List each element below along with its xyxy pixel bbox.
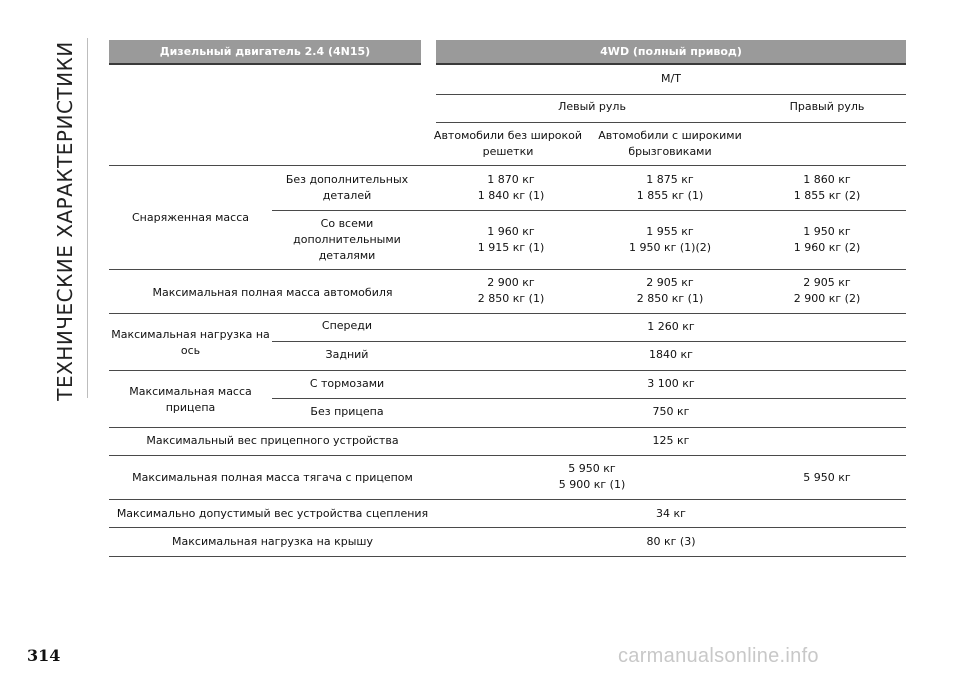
table-cell: 1 875 кг 1 855 кг (1) — [636, 173, 704, 202]
roof-load-label: Максимальная нагрузка на крышу — [172, 535, 373, 548]
curb-mass-label: Снаряженная масса — [131, 211, 249, 224]
table-cell: 2 900 кг 2 850 кг (1) — [477, 276, 545, 305]
roof-load-value: 80 кг (3) — [646, 535, 696, 548]
hitch-label: Максимальный вес прицепного устройства — [146, 434, 399, 447]
table-cell: 1 860 кг 1 855 кг (2) — [793, 173, 861, 202]
section-side-title — [47, 42, 83, 400]
gcm-label: Максимальная полная масса тягача с прицепом — [132, 471, 413, 484]
table-cell: 1 955 кг 1 950 кг (1)(2) — [628, 225, 712, 254]
unbraked-trailer-label: Без прицепа — [310, 405, 384, 418]
unbraked-trailer-value: 750 кг — [652, 405, 690, 418]
front-axle-value: 1 260 кг — [647, 320, 695, 333]
rear-axle-label: Задний — [325, 348, 369, 361]
table-cell: 1 950 кг 1 960 кг (2) — [793, 225, 861, 254]
table-cell: 2 905 кг 2 900 кг (2) — [793, 276, 861, 305]
section-side-title-text: ТЕХНИЧЕСКИЕ ХАРАКТЕРИСТИКИ — [53, 41, 77, 401]
col-a-header: Автомобили без широкой решетки — [433, 129, 583, 158]
row-divider — [109, 165, 906, 166]
transmission-header: M/T — [661, 72, 681, 85]
trailer-mass-label: Максимальная масса прицепа — [129, 385, 252, 414]
rear-axle-value: 1840 кг — [649, 348, 693, 361]
gcm-rhd-value: 5 950 кг — [803, 471, 851, 484]
table-cell: 2 905 кг 2 850 кг (1) — [636, 276, 704, 305]
row-divider — [109, 269, 906, 270]
drive-header: 4WD (полный привод) — [436, 40, 906, 65]
table-cell: 1 960 кг 1 915 кг (1) — [477, 225, 545, 254]
braked-trailer-label: С тормозами — [309, 377, 385, 390]
curb-mass-base-label: Без дополнительных деталей — [285, 173, 409, 202]
curb-mass-full-label: Со всеми дополнительными деталями — [293, 217, 401, 262]
engine-header: Дизельный двигатель 2.4 (4N15) — [109, 40, 421, 65]
page-number: 314 — [27, 646, 61, 665]
table-cell: 5 950 кг 5 900 кг (1) — [558, 462, 626, 491]
braked-trailer-value: 3 100 кг — [647, 377, 695, 390]
row-divider — [272, 398, 906, 399]
row-divider — [436, 122, 906, 123]
table-cell: 1 870 кг 1 840 кг (1) — [477, 173, 545, 202]
row-divider — [109, 527, 906, 528]
row-divider — [109, 556, 906, 557]
front-axle-label: Спереди — [321, 319, 373, 332]
hitch-value: 125 кг — [652, 434, 690, 447]
coupling-value: 34 кг — [656, 507, 686, 520]
row-divider — [109, 455, 906, 456]
axle-load-label: Максимальная нагрузка на ось — [111, 328, 270, 357]
side-divider — [87, 38, 88, 398]
row-divider — [272, 210, 906, 211]
lhd-header: Левый руль — [558, 100, 626, 113]
rhd-header: Правый руль — [789, 100, 865, 113]
row-divider — [109, 313, 906, 314]
row-divider — [109, 427, 906, 428]
gvm-label: Максимальная полная масса автомобиля — [152, 286, 393, 299]
row-divider — [436, 94, 906, 95]
row-divider — [109, 499, 906, 500]
row-divider — [272, 341, 906, 342]
row-divider — [109, 370, 906, 371]
col-b-header: Автомобили с широкими брызговиками — [598, 129, 742, 158]
watermark: carmanualsonline.info — [618, 645, 819, 667]
coupling-label: Максимально допустимый вес устройства сцепления — [116, 507, 429, 520]
